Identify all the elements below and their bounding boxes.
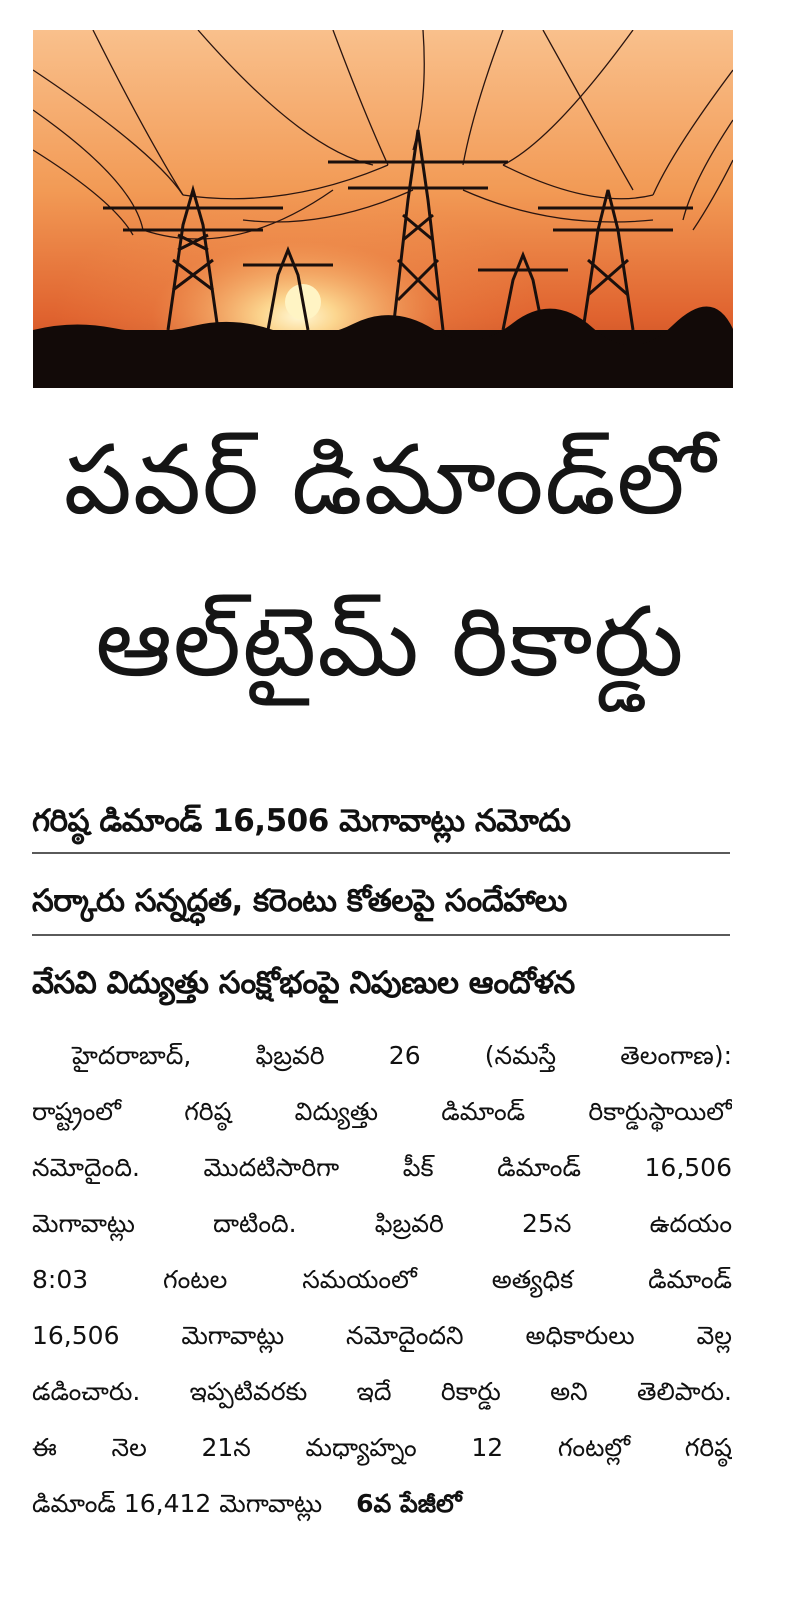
subheading-3: వేసవి విద్యుత్తు సంక్షోభంపై నిపుణుల ఆందోళన (32, 965, 575, 1001)
divider (32, 934, 730, 936)
continued-on-page-link[interactable]: 6వ పేజీలో (356, 1489, 462, 1518)
headline-line-2: ఆల్‌టైమ్ రికార్డు (95, 586, 685, 698)
headline-line-1: పవర్ డిమాండ్‌లో (63, 424, 717, 536)
body-line: డిమాండ్ 16,412 మెగావాట్లు (32, 1489, 323, 1518)
divider (32, 852, 730, 854)
subheading-2: సర్కారు సన్నద్ధత, కరెంటు కోతలపై సందేహాలు (32, 883, 567, 919)
body-line: 16,506 మెగావాట్లు నమోదైందని అధికారులు వెల్ల (32, 1321, 732, 1350)
subheading-1: గరిష్ఠ డిమాండ్ 16,506 మెగావాట్లు నమోదు (32, 803, 571, 839)
power-towers-photo (33, 30, 733, 388)
body-line: డడించారు. ఇప్పటివరకు ఇదే రికార్డు అని తెలిపారు. (32, 1377, 732, 1406)
body-line: రాష్ట్రంలో గరిష్ఠ విద్యుత్తు డిమాండ్ రికార్డుస్థాయిలో (32, 1097, 732, 1126)
body-line: హైదరాబాద్, ఫిబ్రవరి 26 (నమస్తే తెలంగాణ): (72, 1041, 732, 1070)
body-line: నమోదైంది. మొదటిసారిగా పీక్ డిమాండ్ 16,506 (32, 1153, 732, 1182)
body-line: ఈ నెల 21న మధ్యాహ్నం 12 గంటల్లో గరిష్ఠ (32, 1433, 732, 1462)
body-line: 8:03 గంటల సమయంలో అత్యధిక డిమాండ్ (32, 1265, 732, 1294)
body-last-line (32, 1476, 732, 1532)
article-body (32, 1028, 732, 1532)
body-line: మెగావాట్లు దాటింది. ఫిబ్రవరి 25న ఉదయం (32, 1209, 732, 1238)
